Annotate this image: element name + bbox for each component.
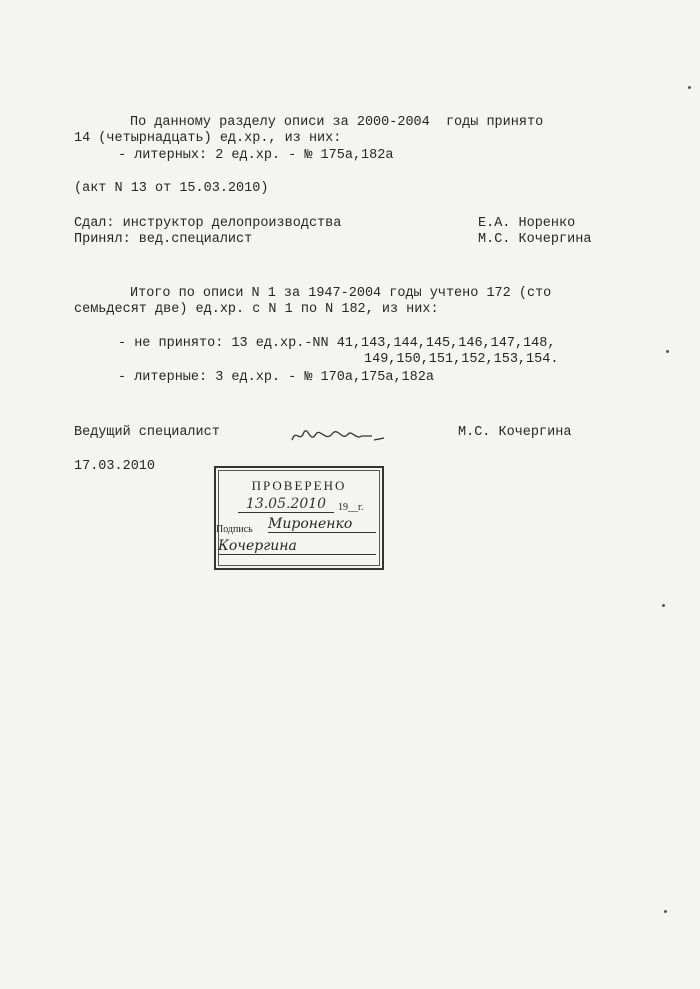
scan-speck [688, 86, 691, 89]
para2-line5: - литерные: 3 ед.хр. - № 170а,175а,182а [118, 370, 434, 385]
scan-speck [666, 350, 669, 353]
received-name: М.С. Кочергина [478, 232, 592, 247]
para2-line4: 149,150,151,152,153,154. [364, 352, 559, 367]
para2-line1: Итого по описи N 1 за 1947-2004 годы учтено 172 (сто [130, 286, 552, 301]
lead-name: М.С. Кочергина [458, 425, 572, 440]
scan-speck [664, 910, 667, 913]
para1-line2: 14 (четырнадцать) ед.хр., из них: [74, 131, 342, 146]
lead-label: Ведущий специалист [74, 425, 220, 440]
stamp-date: 13.05.2010 [238, 496, 334, 513]
scan-speck [662, 604, 665, 607]
para1-line1: По данному разделу описи за 2000-2004 годы принято [130, 115, 544, 130]
handed-label: Сдал: инструктор делопроизводства [74, 216, 342, 231]
stamp-title: ПРОВЕРЕНО [251, 478, 347, 493]
handwritten-signature [288, 422, 388, 448]
para2-line3: - не принято: 13 ед.хр.-NN 41,143,144,145,146,147,148, [118, 336, 556, 351]
stamp-year-suffix: 19__г. [338, 502, 364, 513]
para1-line3: - литерных: 2 ед.хр. - № 175а,182а [118, 148, 394, 163]
para2-line2: семьдесят две) ед.хр. с N 1 по N 182, из них: [74, 302, 439, 317]
document-date: 17.03.2010 [74, 459, 156, 474]
stamp-signature-2: Кочергина [218, 538, 376, 555]
stamp-signature-1: Мироненко [268, 516, 376, 533]
handed-name: Е.А. Норенко [478, 216, 576, 231]
received-label: Принял: вед.специалист [74, 232, 253, 247]
verified-stamp [214, 466, 384, 570]
act-reference: (акт N 13 от 15.03.2010) [74, 181, 269, 196]
stamp-podpis-label: Подпись [216, 524, 253, 535]
